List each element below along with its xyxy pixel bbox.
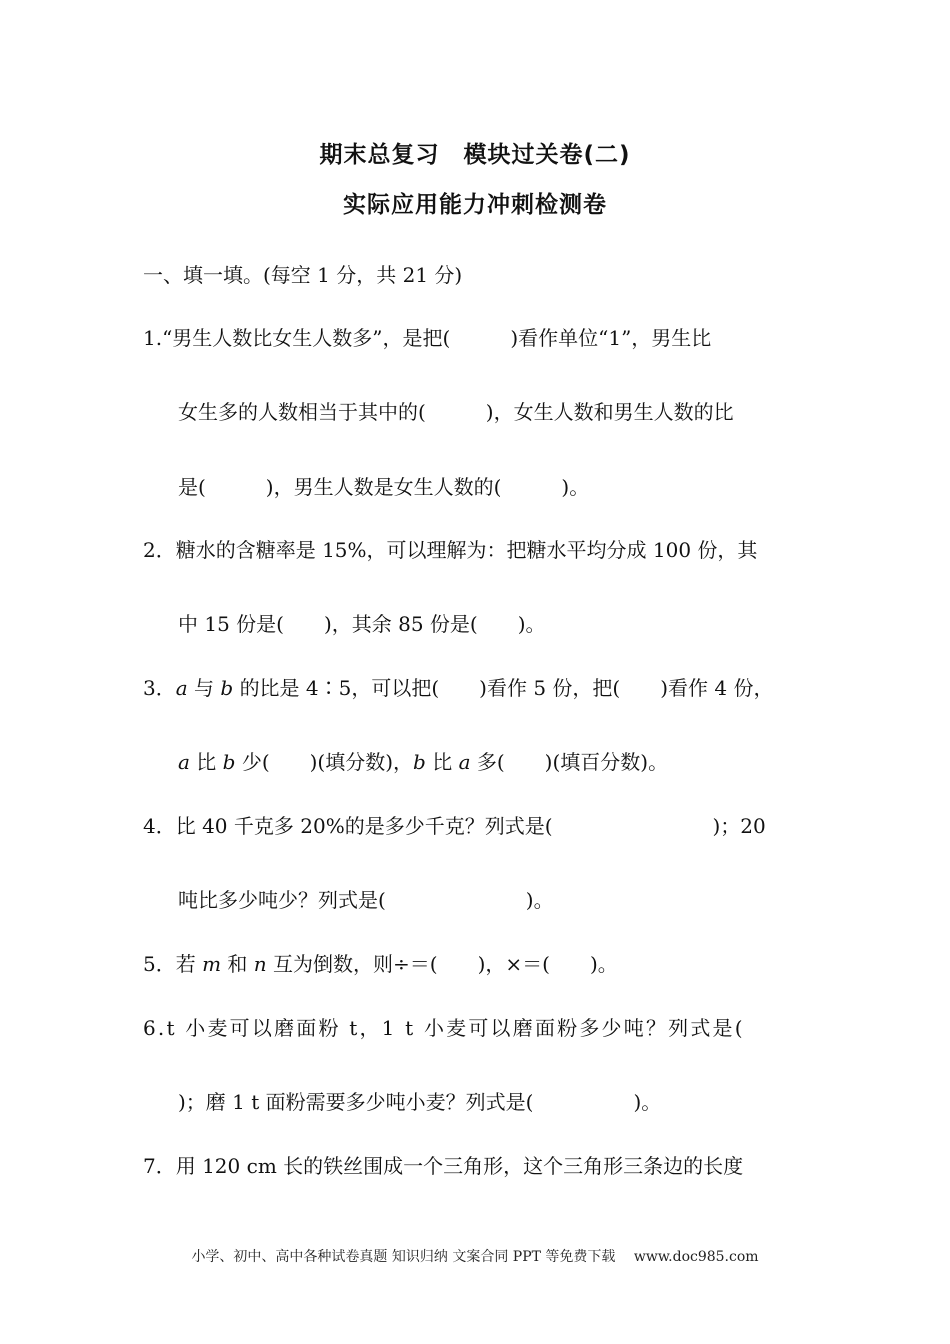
question-6-line-2: )；磨 1 t 面粉需要多少吨小麦？列式是( )。 bbox=[178, 1090, 662, 1114]
question-1-line-1: 1.“男生人数比女生人数多”，是把( )看作单位“1”，男生比 bbox=[143, 326, 712, 350]
q5-text: 和 bbox=[227, 952, 248, 976]
var-m: m bbox=[202, 952, 222, 976]
question-1-line-2: 女生多的人数相当于其中的( )，女生人数和男生人数的比 bbox=[178, 400, 734, 424]
question-4-line-2: 吨比多少吨少？列式是( )。 bbox=[178, 888, 554, 912]
q3-number: 3． bbox=[143, 676, 176, 700]
question-3-line-1 bbox=[143, 675, 773, 701]
q3-text: 比 bbox=[432, 750, 453, 774]
var-a: a bbox=[178, 750, 190, 774]
var-a: a bbox=[175, 676, 188, 700]
page-subtitle: 实际应用能力冲刺检测卷 bbox=[343, 192, 607, 218]
question-5-line-1 bbox=[143, 951, 618, 977]
q5-text: 5．若 bbox=[143, 952, 196, 976]
question-2-line-1: 2．糖水的含糖率是 15%，可以理解为：把糖水平均分成 100 份，其 bbox=[143, 538, 758, 562]
q3-text: 与 bbox=[194, 676, 215, 700]
question-1-line-3: 是( )，男生人数是女生人数的( )。 bbox=[178, 475, 590, 499]
q3-text: 的比是 4∶5，可以把( )看作 5 份，把( )看作 4 份， bbox=[239, 676, 774, 700]
q3-text: 多( )(填百分数)。 bbox=[476, 750, 669, 774]
var-b: b bbox=[222, 750, 236, 774]
page-title: 期末总复习 模块过关卷(二) bbox=[319, 142, 631, 168]
section-heading: 一、填一填。(每空 1 分，共 21 分) bbox=[143, 263, 463, 287]
question-3-line-2 bbox=[178, 749, 668, 775]
var-n: n bbox=[253, 952, 267, 976]
q5-text: 互为倒数，则÷＝( )，×＝( )。 bbox=[273, 952, 618, 976]
question-2-line-2: 中 15 份是( )，其余 85 份是( )。 bbox=[178, 612, 546, 636]
var-b: b bbox=[220, 676, 234, 700]
q3-text: 少( )(填分数)， bbox=[241, 750, 414, 774]
question-4-line-1: 4．比 40 千克多 20%的是多少千克？列式是( )；20 bbox=[143, 814, 766, 838]
var-a: a bbox=[458, 750, 471, 774]
var-b: b bbox=[413, 750, 426, 774]
q3-text: 比 bbox=[196, 750, 217, 774]
question-6-line-1: 6.t 小麦可以磨面粉 t，1 t 小麦可以磨面粉多少吨？列式是( bbox=[143, 1016, 745, 1040]
question-7-line-1: 7．用 120 cm 长的铁丝围成一个三角形，这个三角形三条边的长度 bbox=[143, 1154, 744, 1178]
page-footer: 小学、初中、高中各种试卷真题 知识归纳 文案合同 PPT 等免费下载 www.doc985.com bbox=[191, 1249, 759, 1265]
